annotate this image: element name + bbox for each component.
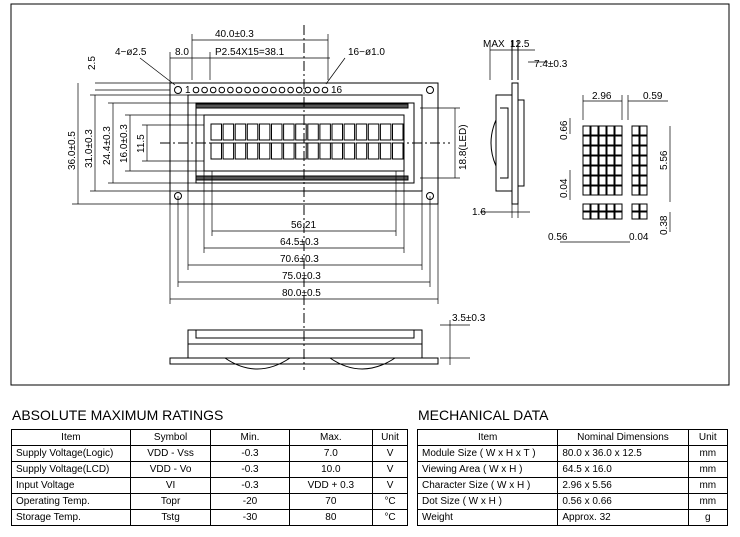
ratings-cell: Topr	[130, 494, 211, 510]
mechanical-cell: Weight	[418, 510, 558, 526]
dot-cell	[632, 212, 639, 219]
dim-pitch: P2.54X15=38.1	[215, 47, 285, 58]
dim-0-66: 0.66	[559, 120, 570, 140]
ratings-table	[11, 429, 408, 526]
dot-cell	[599, 204, 606, 211]
ratings-col-unit: Unit	[373, 430, 408, 446]
ratings-col-item: Item	[12, 430, 131, 446]
table-row	[418, 494, 728, 510]
ratings-header-row	[12, 430, 408, 446]
pin-16-label: 16	[331, 85, 343, 96]
pin-hole	[314, 87, 320, 93]
pin-hole	[228, 87, 234, 93]
dim-2-5: 2.5	[87, 56, 98, 70]
table-row	[12, 446, 408, 462]
character-cell	[356, 124, 367, 140]
dot-cell	[615, 126, 622, 135]
pin-hole	[262, 87, 268, 93]
dim-1-6: 1.6	[472, 207, 486, 218]
character-cell	[284, 143, 295, 159]
dot-cell	[615, 136, 622, 145]
ratings-col-min: Min.	[211, 430, 289, 446]
dot-cell	[607, 146, 614, 155]
dot-cell	[632, 186, 639, 195]
pin-hole	[322, 87, 328, 93]
dim-0-59: 0.59	[643, 91, 663, 102]
dot-cell	[615, 166, 622, 175]
dim-5-56: 5.56	[659, 150, 670, 170]
front-dimension-lines	[72, 34, 460, 304]
ratings-cell: Input Voltage	[12, 478, 131, 494]
mechanical-cell: Dot Size ( W x H )	[418, 494, 558, 510]
pin-hole	[193, 87, 199, 93]
pin-hole	[305, 87, 311, 93]
dim-56-21: 56.21	[291, 220, 317, 231]
dim-11-5: 11.5	[136, 134, 147, 153]
dot-cell	[632, 166, 639, 175]
dot-cell	[591, 176, 598, 185]
dot-cell	[583, 186, 590, 195]
dot-cell	[640, 176, 647, 185]
dim-0-56: 0.56	[548, 232, 568, 243]
dot-cell	[615, 176, 622, 185]
character-cell	[247, 143, 257, 159]
mechanical-cell: mm	[688, 446, 727, 462]
pin-hole	[296, 87, 302, 93]
dot-cell	[615, 146, 622, 155]
table-row	[12, 494, 408, 510]
dot-cell	[599, 212, 606, 219]
dot-cell	[591, 126, 598, 135]
mechanical-cell: 2.96 x 5.56	[558, 478, 688, 494]
dim-31: 31.0±0.3	[84, 129, 95, 168]
ratings-cell: °C	[373, 494, 408, 510]
ratings-cell: Tstg	[130, 510, 211, 526]
character-cell	[393, 124, 404, 140]
ratings-col-max: Max.	[289, 430, 373, 446]
dot-cell	[615, 204, 622, 211]
character-cell	[320, 124, 331, 140]
dim-24-4: 24.4±0.3	[102, 126, 113, 165]
dim-0-38: 0.38	[659, 215, 670, 235]
mechanical-cell: g	[688, 510, 727, 526]
dot-cell	[632, 156, 639, 165]
character-cell	[223, 124, 234, 140]
mechanical-col-item: Item	[418, 430, 558, 446]
mechanical-table	[417, 429, 728, 526]
character-cell	[259, 124, 270, 140]
pin-hole	[236, 87, 242, 93]
ratings-cell: Storage Temp.	[12, 510, 131, 526]
table-row	[418, 462, 728, 478]
dot-cell	[640, 204, 647, 211]
character-cell	[211, 124, 222, 140]
character-cell	[211, 143, 222, 159]
bottom-view	[170, 320, 470, 369]
dot-cell	[599, 166, 606, 175]
dot-cell	[583, 212, 590, 219]
ratings-cell: -0.3	[211, 446, 289, 462]
pin-1-label: 1	[185, 85, 191, 96]
character-detail	[560, 95, 670, 242]
character-cell	[247, 124, 257, 140]
dim-70-6: 70.6±0.3	[280, 254, 319, 265]
character-cell	[308, 143, 319, 159]
mechanical-cell: Module Size ( W x H x T )	[418, 446, 558, 462]
pin-hole	[271, 87, 277, 93]
dim-80: 80.0±0.5	[282, 288, 321, 299]
dot-cell	[591, 146, 598, 155]
dot-cell	[583, 204, 590, 211]
dot-cell	[599, 156, 606, 165]
pin-hole	[288, 87, 294, 93]
dim-0-04-left: 0.04	[559, 178, 570, 198]
dot-cell	[632, 136, 639, 145]
dot-cell	[591, 166, 598, 175]
dot-cell	[583, 156, 590, 165]
ratings-cell: Operating Temp.	[12, 494, 131, 510]
mechanical-col-unit: Unit	[688, 430, 727, 446]
character-cell	[272, 124, 283, 140]
dim-7-4: 7.4±0.3	[534, 59, 568, 70]
ratings-cell: -20	[211, 494, 289, 510]
dot-cell	[640, 146, 647, 155]
mechanical-cell: 0.56 x 0.66	[558, 494, 688, 510]
ratings-cell: °C	[373, 510, 408, 526]
table-row	[12, 478, 408, 494]
character-cell	[235, 143, 246, 159]
dot-cell	[632, 176, 639, 185]
dim-18-8-led: 18.8(LED)	[458, 124, 469, 170]
ratings-cell: V	[373, 462, 408, 478]
dim-36: 36.0±0.5	[67, 131, 78, 170]
dot-cell	[607, 126, 614, 135]
pin-hole	[219, 87, 225, 93]
dim-16: 16.0±0.3	[119, 124, 130, 163]
pin-hole	[253, 87, 259, 93]
dot-cell	[591, 156, 598, 165]
character-cell	[344, 124, 355, 140]
dot-cell	[599, 176, 606, 185]
dot-cell	[615, 156, 622, 165]
dot-cell	[591, 212, 598, 219]
dot-cell	[615, 186, 622, 195]
dot-cell	[583, 176, 590, 185]
table-row	[418, 478, 728, 494]
mechanical-heading: MECHANICAL DATA	[418, 407, 549, 423]
dot-cell	[615, 212, 622, 219]
character-cell	[368, 143, 379, 159]
dim-0-04-bottom: 0.04	[629, 232, 649, 243]
dot-cell	[599, 136, 606, 145]
mechanical-cell: Viewing Area ( W x H )	[418, 462, 558, 478]
dot-cell	[583, 126, 590, 135]
character-cell	[320, 143, 331, 159]
ratings-cell: 80	[289, 510, 373, 526]
character-cell	[344, 143, 355, 159]
character-cell	[332, 124, 343, 140]
character-cell	[332, 143, 343, 159]
pin-hole	[202, 87, 208, 93]
dot-cell	[607, 156, 614, 165]
dim-holes-4: 4−ø2.5	[115, 47, 147, 58]
character-cell	[296, 143, 307, 159]
ratings-heading: ABSOLUTE MAXIMUM RATINGS	[12, 407, 224, 423]
mechanical-header-row	[418, 430, 728, 446]
table-row	[418, 510, 728, 526]
ratings-cell: VDD - Vo	[130, 462, 211, 478]
dot-cell	[640, 186, 647, 195]
mechanical-cell: mm	[688, 462, 727, 478]
dot-cell	[599, 126, 606, 135]
dot-cell	[583, 166, 590, 175]
ratings-cell: -0.3	[211, 478, 289, 494]
character-cell	[368, 124, 379, 140]
dot-cell	[599, 146, 606, 155]
table-row	[12, 462, 408, 478]
ratings-cell: Supply Voltage(Logic)	[12, 446, 131, 462]
ratings-cell: 10.0	[289, 462, 373, 478]
dim-holes-16: 16−ø1.0	[348, 47, 385, 58]
ratings-cell: V	[373, 478, 408, 494]
ratings-cell: 70	[289, 494, 373, 510]
ratings-cell: Supply Voltage(LCD)	[12, 462, 131, 478]
dot-cell	[583, 136, 590, 145]
character-cell	[356, 143, 367, 159]
ratings-col-symbol: Symbol	[130, 430, 211, 446]
ratings-cell: -30	[211, 510, 289, 526]
dot-cell	[640, 126, 647, 135]
dot-cell	[599, 186, 606, 195]
character-cell	[296, 124, 307, 140]
ratings-cell: VDD - Vss	[130, 446, 211, 462]
dot-cell	[607, 204, 614, 211]
character-cell	[235, 124, 246, 140]
dot-cell	[640, 156, 647, 165]
dot-cell	[591, 204, 598, 211]
dim-12-5: 12.5	[510, 39, 530, 50]
character-cell	[259, 143, 270, 159]
mechanical-cell: Approx. 32	[558, 510, 688, 526]
pin-hole	[279, 87, 285, 93]
dot-cell	[632, 126, 639, 135]
character-cell	[284, 124, 295, 140]
mechanical-cell: 64.5 x 16.0	[558, 462, 688, 478]
dim-8: 8.0	[175, 47, 189, 58]
dot-cell	[640, 212, 647, 219]
character-cell	[380, 143, 391, 159]
character-cell	[272, 143, 283, 159]
table-row	[12, 510, 408, 526]
dot-cell	[583, 146, 590, 155]
mechanical-cell: mm	[688, 478, 727, 494]
dot-cell	[591, 186, 598, 195]
ratings-cell: VDD + 0.3	[289, 478, 373, 494]
table-row	[418, 446, 728, 462]
dim-2-96: 2.96	[592, 91, 612, 102]
dot-cell	[632, 146, 639, 155]
dim-64-5: 64.5±0.3	[280, 237, 319, 248]
dot-cell	[640, 166, 647, 175]
dim-3-5: 3.5±0.3	[452, 313, 486, 324]
dim-75: 75.0±0.3	[282, 271, 321, 282]
character-cell	[308, 124, 319, 140]
dot-cell	[591, 136, 598, 145]
dot-cell	[607, 176, 614, 185]
character-cell	[223, 143, 234, 159]
mechanical-cell: Character Size ( W x H )	[418, 478, 558, 494]
pin-hole	[245, 87, 251, 93]
ratings-cell: V	[373, 446, 408, 462]
dot-cell	[607, 166, 614, 175]
ratings-cell: -0.3	[211, 462, 289, 478]
dot-cell	[632, 204, 639, 211]
mechanical-col-dimensions: Nominal Dimensions	[558, 430, 688, 446]
dot-cell	[607, 212, 614, 219]
mechanical-cell: 80.0 x 36.0 x 12.5	[558, 446, 688, 462]
dot-cell	[607, 136, 614, 145]
mechanical-cell: mm	[688, 494, 727, 510]
dim-40: 40.0±0.3	[215, 29, 254, 40]
ratings-cell: VI	[130, 478, 211, 494]
character-cell	[380, 124, 391, 140]
pin-hole	[210, 87, 216, 93]
character-cell	[393, 143, 404, 159]
ratings-cell: 7.0	[289, 446, 373, 462]
front-view	[160, 25, 450, 370]
dot-cell	[640, 136, 647, 145]
dim-max: MAX	[483, 39, 505, 50]
dot-cell	[607, 186, 614, 195]
